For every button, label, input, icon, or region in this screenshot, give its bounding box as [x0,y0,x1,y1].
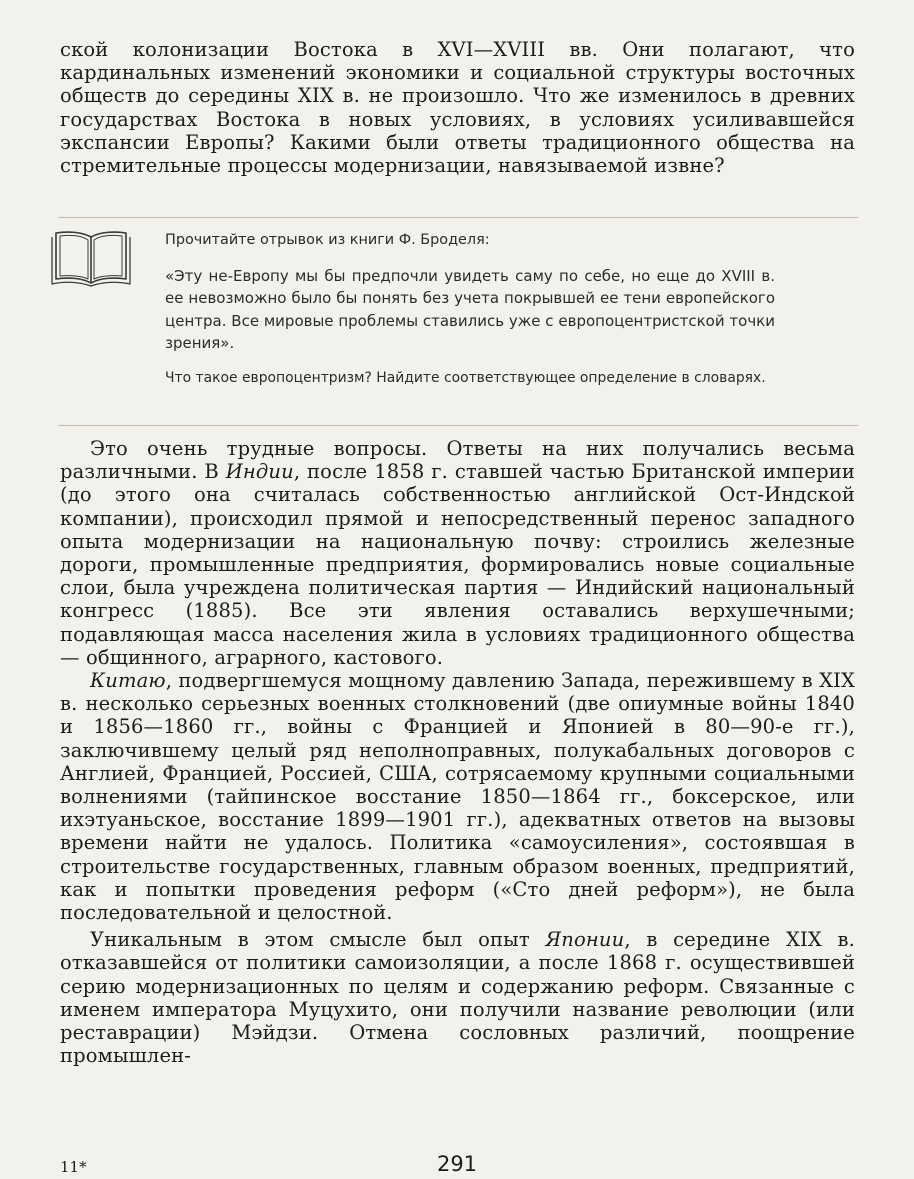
signature-mark: 11* [60,1158,87,1176]
reading-box [165,229,775,389]
intro-paragraph [60,38,855,177]
page-number: 291 [436,1152,478,1176]
paragraph-japan: Уникальным в этом смысле был опыт Японии, в середине XIX в. отказавшейся от политики самоизоляции, а после 1868 г. осуществившей серию модернизационных по целям и содержанию реформ. Связанные с именем императора Муцухито, они получили название революции (или реставрации) Мэйдзи. Отмена сословных различий, поощрение промышлен- [60,928,855,1068]
braudel-quote: «Эту не-Европу мы бы предпочли увидеть саму по себе, но еще до XVIII в. ее невозможно было бы понять без учета покрывшей ее тени европейского центра. Все мировые проблемы ставились уже с европоцентристской точки зрения». [165,266,775,352]
term-china: Китаю [90,669,166,693]
intro-text: ской колонизации Востока в XVI—XVIII вв. Они полагают, что кардинальных изменений экономики и социальной структуры восточных обществ до середины XIX в. не произошло. Что же изменилось в древних государствах Востока в новых условиях, в условиях усиливавшейся экспансии Европы? Какими были ответы традиционного общества на стремительные процессы модернизации, навязываемой извне? [60,38,855,178]
reading-instruction: Прочитайте отрывок из книги Ф. Броделя: [165,232,490,248]
paragraph-india: Это очень трудные вопросы. Ответы на них получались весьма различными. В Индии, после 1858 г. ставшей частью Британской империи (до этого она считалась собственностью английской Ост-Индской компании), происходил прямой и непосредственный перенос западного опыта модернизации на национальную почву: строились железные дороги, промышленные предприятия, формировались новые социальные слои, была учреждена политическая партия — Индийский национальный конгресс (1885). Все эти явления оставались верхушечными; подавляющая масса населения жила в условиях традиционного общества — общинного, аграрного, кастового. [60,437,855,669]
term-japan: Японии [545,928,625,952]
reading-task: Что такое европоцентризм? Найдите соответствующее определение в словарях. [165,369,766,386]
bottom-divider [58,425,858,426]
main-text [60,437,855,1067]
paragraph-china: Китаю, подвергшемуся мощному давлению Запада, пережившему в XIX в. несколько серьезных военных столкновений (две опиумные войны 1840 и 1856—1860 гг., войны с Францией и Японией в 80—90-е гг.), заключившему целый ряд неполноправных, полукабальных договоров с Англией, Францией, Россией, США, сотрясаемому крупными социальными волнениями (тайпинское восстание 1850—1864 гг., боксерское, или ихэтуаньское, восстание 1899—1901 гг.), адекватных ответов на вызовы времени найти не удалось. Политика «самоусиления», состоявшая в строительстве государственных, главным образом военных, предприятий, как и попытки проведения реформ («Сто дней реформ»), не была последовательной и целостной. [60,669,855,925]
term-india: Индии [225,460,294,484]
top-divider [58,217,858,218]
open-book-icon [50,229,132,287]
